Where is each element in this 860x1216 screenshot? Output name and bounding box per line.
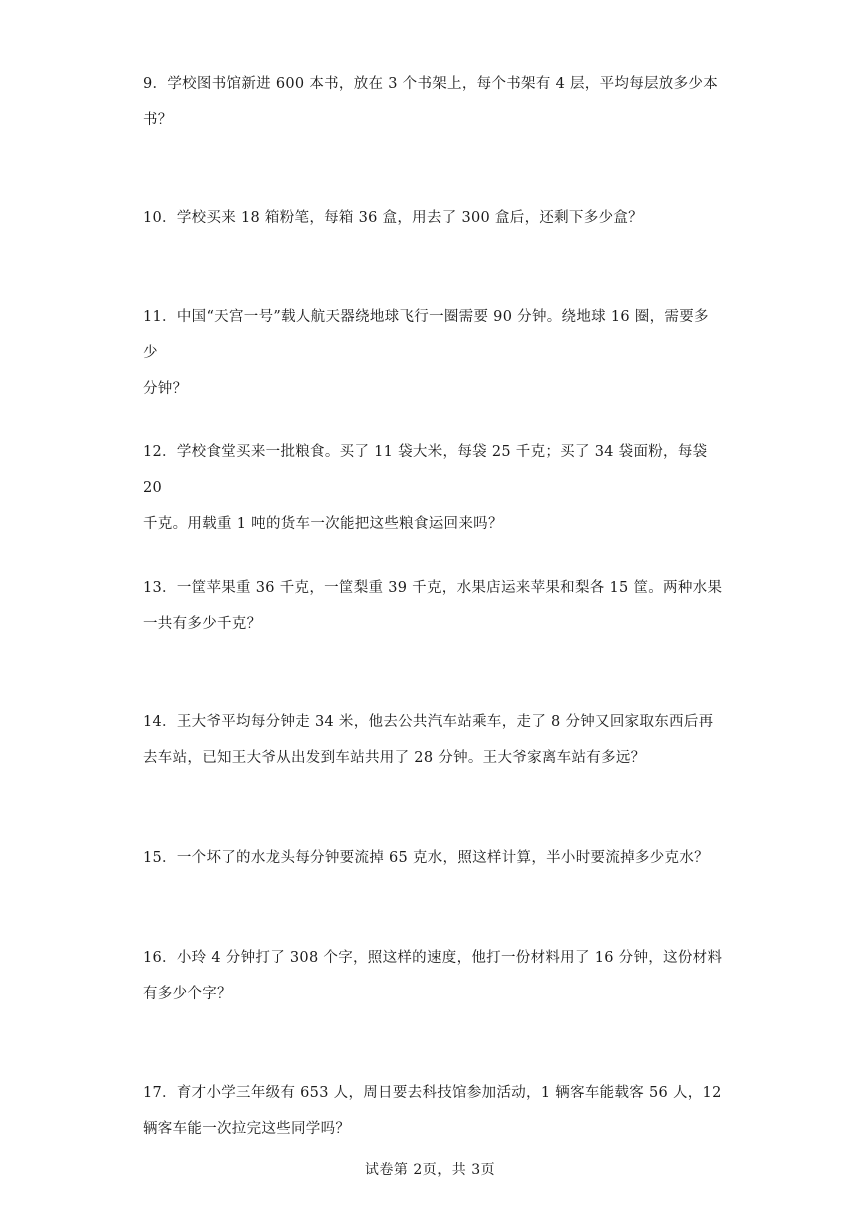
question-15 — [143, 840, 723, 876]
question-text-line: 书？ — [143, 112, 173, 128]
question-text-line: 12．学校食堂买来一批粮食。买了 11 袋大米，每袋 25 千克；买了 34 袋面粉，每袋 20 — [143, 444, 708, 496]
question-text-line: 千克。用载重 1 吨的货车一次能把这些粮食运回来吗？ — [143, 516, 503, 532]
question-text-line: 去车站，已知王大爷从出发到车站共用了 28 分钟。王大爷家离车站有多远？ — [143, 750, 646, 766]
question-17 — [143, 1075, 723, 1147]
question-text-line: 有多少个字？ — [143, 986, 232, 1002]
question-text-line: 14．王大爷平均每分钟走 34 米，他去公共汽车站乘车，走了 8 分钟又回家取东西后再 — [143, 714, 714, 730]
question-text-line: 一共有多少千克？ — [143, 616, 262, 632]
question-text-line: 11．中国“天宫一号”载人航天器绕地球飞行一圈需要 90 分钟。绕地球 16 圈，需要多少 — [143, 309, 709, 361]
question-13 — [143, 570, 723, 642]
question-9 — [143, 66, 723, 138]
question-text-line: 9．学校图书馆新进 600 本书，放在 3 个书架上，每个书架有 4 层，平均每层放多少本 — [143, 76, 719, 92]
question-11 — [143, 299, 723, 407]
question-text-line: 辆客车能一次拉完这些同学吗？ — [143, 1121, 351, 1137]
question-14 — [143, 704, 723, 776]
question-10 — [143, 200, 723, 236]
question-12 — [143, 434, 723, 542]
page-footer: 试卷第 2页，共 3页 — [364, 1162, 496, 1178]
question-text-line: 16．小玲 4 分钟打了 308 个字，照这样的速度，他打一份材料用了 16 分钟，这份材料 — [143, 950, 723, 966]
question-text-line: 17．育才小学三年级有 653 人，周日要去科技馆参加活动，1 辆客车能载客 56 人，12 — [143, 1085, 722, 1101]
question-text-line: 分钟？ — [143, 381, 188, 397]
question-text-line: 10．学校买来 18 箱粉笔，每箱 36 盒，用去了 300 盒后，还剩下多少盒？ — [143, 210, 643, 226]
question-text-line: 13．一筐苹果重 36 千克，一筐梨重 39 千克，水果店运来苹果和梨各 15 筐。两种水果 — [143, 580, 723, 596]
question-text-line: 15．一个坏了的水龙头每分钟要流掉 65 克水，照这样计算，半小时要流掉多少克水？ — [143, 850, 709, 866]
question-16 — [143, 940, 723, 1012]
